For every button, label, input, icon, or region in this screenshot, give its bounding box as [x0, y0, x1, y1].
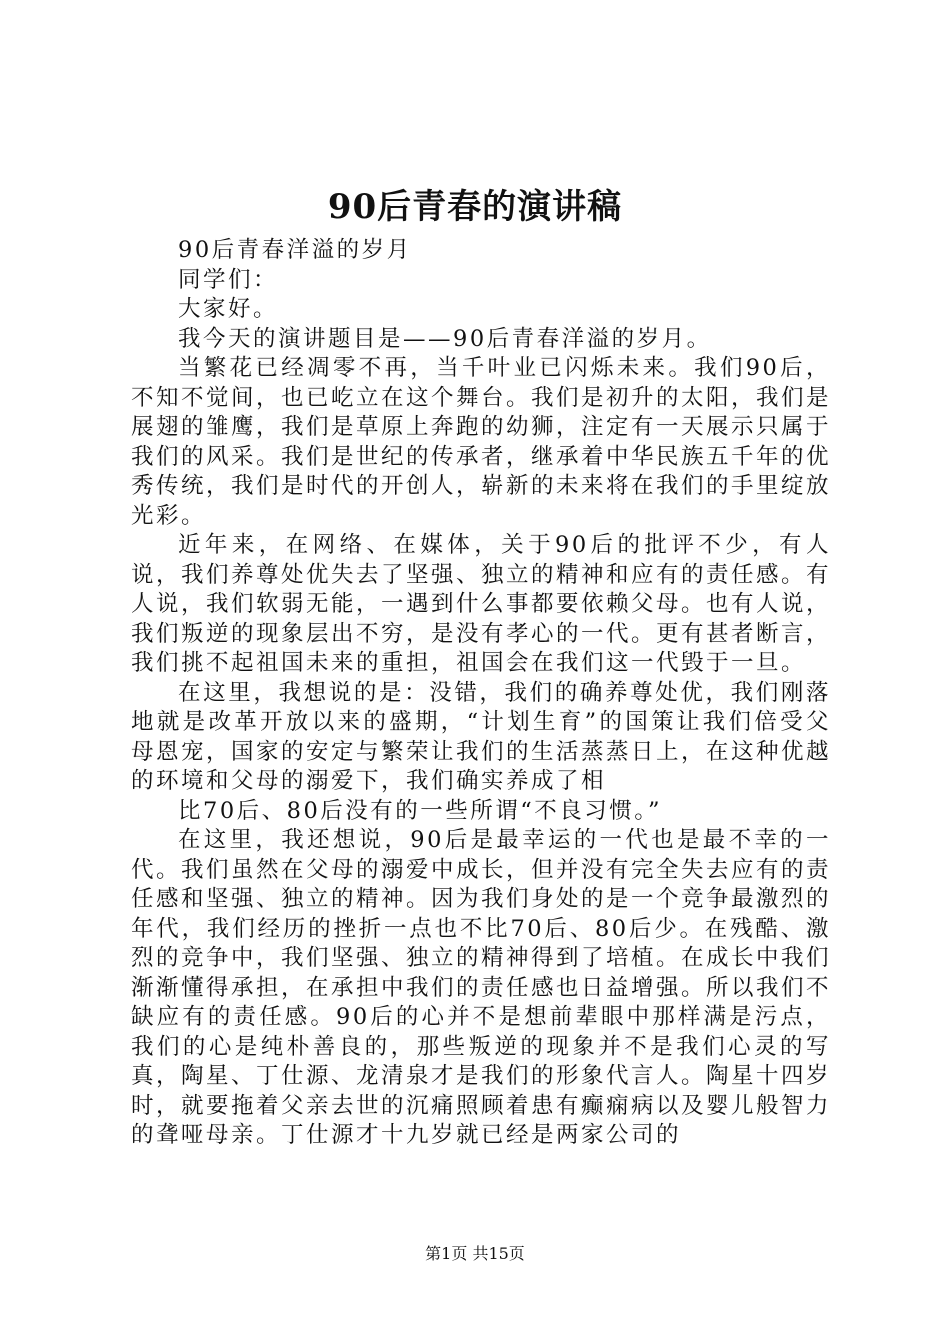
paragraph: 近年来，在网络、在媒体，关于90后的批评不少，有人说，我们养尊处优失去了坚强、独立的精神和应有的责任感。有人说，我们软弱无能，一遇到什么事都要依赖父母。也有人说，我们叛逆的现象层出不穷，是没有孝心的一代。更有甚者断言，我们挑不起祖国未来的重担，祖国会在我们这一代毁于一旦。	[131, 532, 832, 676]
paragraph: 当繁花已经凋零不再，当千叶业已闪烁未来。我们90后，不知不觉间，也已屹立在这个舞台。我们是初升的太阳，我们是展翅的雏鹰，我们是草原上奔跑的幼狮，注定有一天展示只属于我们的风采。我们是世纪的传承者，继承着中华民族五千年的优秀传统，我们是时代的开创人，崭新的未来将在我们的手里绽放光彩。	[131, 355, 832, 529]
paragraph-topic: 我今天的演讲题目是——90后青春洋溢的岁月。	[178, 325, 712, 352]
paragraph: 比70后、80后没有的一些所谓“不良习惯。”	[178, 797, 663, 824]
paragraph: 在这里，我还想说，90后是最幸运的一代也是最不幸的一代。我们虽然在父母的溺爱中成长，但并没有完全失去应有的责任感和坚强、独立的精神。因为我们身处的是一个竞争最激烈的年代，我们经历的挫折一点也不比70后、80后少。在残酷、激烈的竞争中，我们坚强、独立的精神得到了培植。在成长中我们渐渐懂得承担，在承担中我们的责任感也日益增强。所以我们不缺应有的责任感。90后的心并不是想前辈眼中那样满是污点，我们的心是纯朴善良的，那些叛逆的现象并不是我们心灵的写真，陶星、丁仕源、龙清泉才是我们的形象代言人。陶星十四岁时，就要拖着父亲去世的沉痛照顾着患有癫痫病以及婴儿般智力的聋哑母亲。丁仕源才十九岁就已经是两家公司的	[131, 827, 832, 1148]
paragraph-subtitle: 90后青春洋溢的岁月	[178, 237, 412, 263]
page-number-footer: 第1页 共15页	[425, 1244, 525, 1263]
paragraph: 在这里，我想说的是：没错，我们的确养尊处优，我们刚落地就是改革开放以来的盛期，“计划生育”的国策让我们倍受父母恩宠，国家的安定与繁荣让我们的生活蒸蒸日上，在这种优越的环境和父母的溺爱下，我们确实养成了相	[131, 679, 832, 794]
document-title: 90后青春的演讲稿	[327, 187, 623, 227]
paragraph-salutation: 同学们：	[178, 266, 279, 293]
paragraph-greeting: 大家好。	[178, 296, 279, 322]
document-body	[131, 236, 831, 1151]
